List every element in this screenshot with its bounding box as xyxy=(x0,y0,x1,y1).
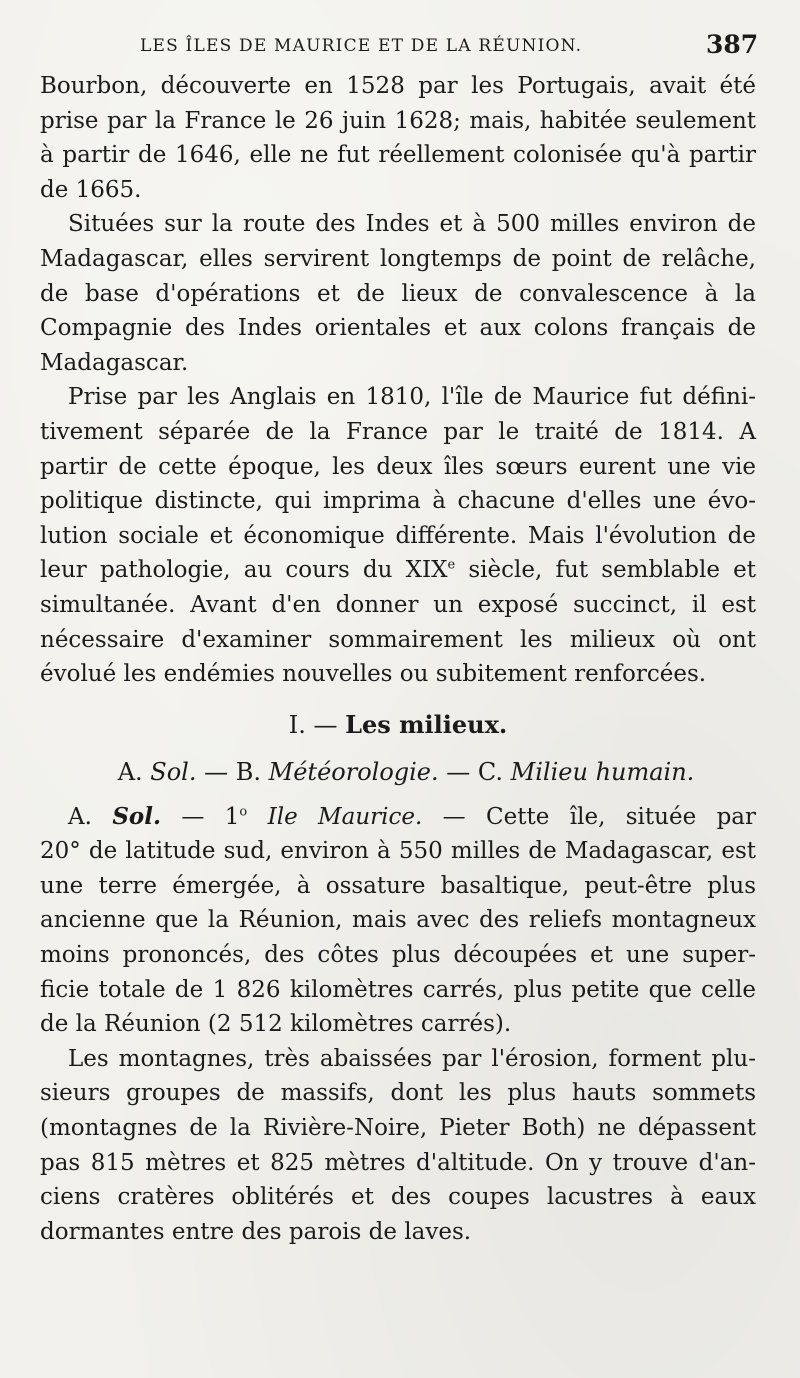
text-line: politique distincte, qui imprima à chacune d'elles une évo- xyxy=(40,488,756,515)
body-text xyxy=(40,69,756,1249)
subhead-c: Milieu humain. xyxy=(510,757,695,786)
text-line: Bourbon, découverte en 1528 par les Portugais, avait été xyxy=(40,73,756,99)
text-line: sieurs groupes de massifs, dont les plus hauts sommets xyxy=(40,1080,756,1107)
paragraph xyxy=(40,207,756,380)
lead-italic: Ile Maurice. xyxy=(247,803,423,830)
text-line: de la Réunion (2 512 kilomètres carrés). xyxy=(40,1011,512,1038)
text-fragment: siècle, fut semblable et xyxy=(468,557,756,584)
text-line: dormantes entre des parois de laves. xyxy=(40,1218,472,1245)
page-number: 387 xyxy=(706,30,759,59)
section-prefix: I. — xyxy=(288,710,346,739)
text-line: pas 815 mètres et 825 mètres d'altitude. On y trouve d'an- xyxy=(40,1149,756,1176)
page-header xyxy=(0,30,800,70)
subhead-sep: — B. xyxy=(196,757,269,786)
text-line: de 1665. xyxy=(40,176,142,203)
paragraph xyxy=(40,69,756,207)
text-line: Compagnie des Indes orientales et aux colons français de xyxy=(40,315,756,342)
lead-label: A. xyxy=(68,803,113,830)
text-line: ficie totale de 1 826 kilomètres carrés, plus petite que celle xyxy=(40,976,756,1003)
text-line: une terre émergée, à ossature basaltique, peut-être plus xyxy=(40,872,756,899)
text-line: moins prononcés, des côtes plus découpées et une super- xyxy=(40,942,756,969)
text-line: prise par la France le 26 juin 1628; mais, habitée seulement xyxy=(40,107,756,134)
text-line: tivement séparée de la France par le traité de 1814. A xyxy=(40,418,756,445)
lead-sep: — 1 xyxy=(161,803,240,830)
text-fragment: leur pathologie, au cours du XIX xyxy=(40,557,448,584)
text-line: partir de cette époque, les deux îles sœurs eurent une vie xyxy=(40,453,756,480)
text-line: Situées sur la route des Indes et à 500 milles environ de xyxy=(68,211,756,238)
text-line: (montagnes de la Rivière-Noire, Pieter Both) ne dépassent xyxy=(40,1115,756,1142)
subheadings xyxy=(40,752,756,792)
paragraph xyxy=(40,1042,756,1250)
text-line: Prise par les Anglais en 1810, l'île de Maurice fut défini- xyxy=(68,384,756,411)
text-line: lution sociale et économique différente. Mais l'évolution de xyxy=(40,522,756,549)
section-heading: Les milieux. xyxy=(345,709,508,739)
lead-bold: Sol. xyxy=(112,802,162,830)
text-line: leur pathologie, au cours du XIXe siècle, fut semblable et xyxy=(40,557,756,584)
subhead-b: Météorologie. xyxy=(268,757,439,786)
text-line: de base d'opérations et de lieux de convalescence à la xyxy=(40,280,756,307)
subhead-sep: — C. xyxy=(438,757,511,786)
running-head: LES ÎLES DE MAURICE ET DE LA RÉUNION. xyxy=(140,36,583,56)
text-line: ancienne que la Réunion, mais avec des reliefs montagneux xyxy=(40,907,756,934)
text-line: nécessaire d'examiner sommairement les milieux où ont xyxy=(40,626,756,653)
subhead-a-label: A. xyxy=(117,757,151,786)
text-line: Les montagnes, très abaissées par l'érosion, forment plu- xyxy=(68,1045,756,1072)
paragraph xyxy=(40,800,756,1042)
text-line: 20° de latitude sud, environ à 550 milles de Madagascar, est xyxy=(40,838,756,865)
subhead-a: Sol. xyxy=(150,757,197,786)
text-line: simultanée. Avant d'en donner un exposé succinct, il est xyxy=(40,591,756,618)
text-line: évolué les endémies nouvelles ou subitement renforcées. xyxy=(40,661,707,688)
text-line: ciens cratères oblitérés et des coupes lacustres à eaux xyxy=(40,1184,756,1211)
section-title xyxy=(40,706,756,744)
lead-rest: — Cette île, située par xyxy=(422,803,757,830)
lead-sup: o xyxy=(239,804,248,820)
paragraph xyxy=(40,380,756,691)
text-line xyxy=(40,800,756,835)
text-line: à partir de 1646, elle ne fut réellement colonisée qu'à partir xyxy=(40,142,756,169)
text-line: Madagascar, elles servirent longtemps de point de relâche, xyxy=(40,245,756,272)
text-line: Madagascar. xyxy=(40,349,189,376)
